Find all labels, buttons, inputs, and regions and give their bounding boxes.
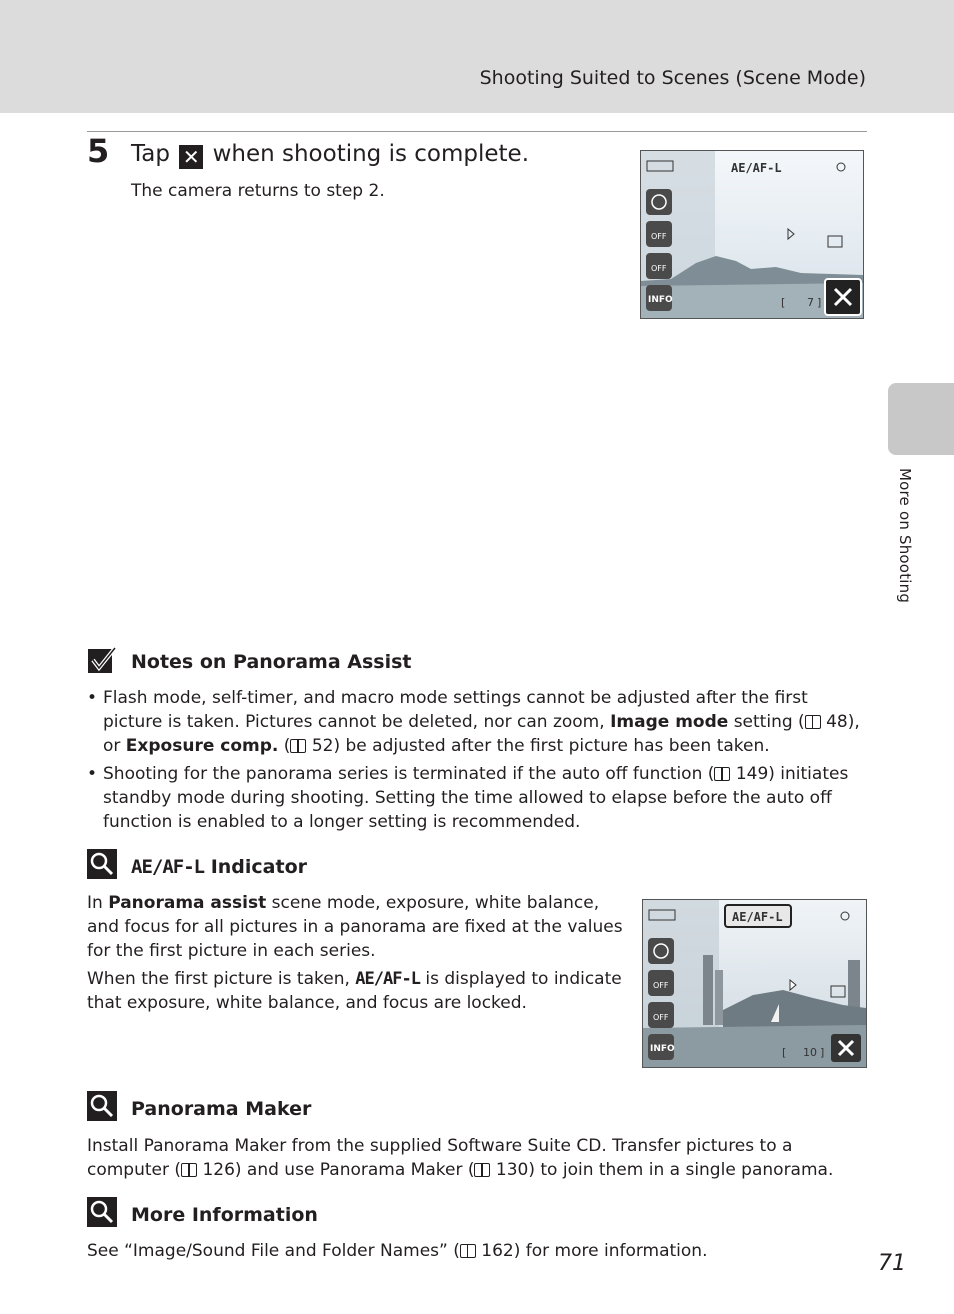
self-timer-off-label: OFF	[651, 232, 667, 241]
flash-icon	[646, 189, 672, 215]
aeaf-heading-text: Indicator	[210, 856, 308, 878]
panorama-maker-paragraph: Install Panorama Maker from the supplied Software Suite CD. Transfer pictures to a computer ( 126) and use Panorama Maker ( 130) to join them in a single panorama.	[87, 1136, 834, 1180]
self-timer-icon	[646, 221, 672, 247]
notes-heading: Notes on Panorama Assist	[131, 651, 412, 673]
reference-book-icon	[290, 739, 306, 753]
header-band	[0, 0, 954, 113]
aeaf-label: AE/AF-L	[731, 161, 782, 175]
reference-book-icon	[474, 1163, 490, 1177]
header-rule	[87, 131, 867, 132]
info-label: INFO	[648, 295, 673, 305]
svg-text:]: ]	[820, 1046, 825, 1059]
svg-text:[: [	[782, 1046, 787, 1059]
info-icon	[646, 285, 673, 311]
macro-off-label: OFF	[651, 264, 667, 273]
camera-screen-1-art	[641, 151, 863, 318]
close-x-icon: ✕	[179, 145, 203, 169]
macro-icon	[648, 1002, 674, 1028]
more-info-heading: More Information	[131, 1204, 318, 1226]
note-check-icon	[87, 646, 117, 676]
info-icon	[648, 1034, 675, 1060]
aeaf-paragraph-2: When the first picture is taken, AE/AF-L is displayed to indicate that exposure, white balance, and focus are locked.	[87, 969, 622, 1013]
camera-screen-1	[640, 150, 864, 319]
reference-book-icon	[181, 1163, 197, 1177]
notes-bullet-1: • Flash mode, self-timer, and macro mode settings cannot be adjusted after the first picture is taken. Pictures cannot be deleted, nor can zoom, Image mode setting ( 48), or Exposure comp. ( 52) be adjusted after the first picture has been taken.	[87, 688, 860, 756]
svg-text:[: [	[781, 296, 786, 309]
reference-book-icon	[805, 715, 821, 729]
step-body: The camera returns to step 2.	[131, 181, 385, 201]
running-header: Shooting Suited to Scenes (Scene Mode)	[479, 67, 866, 89]
camera-screen-2	[642, 899, 867, 1068]
frame-count: 10	[803, 1046, 817, 1059]
flash-icon	[648, 938, 674, 964]
page-number: 71	[878, 1251, 906, 1276]
aeaf-inline-symbol: AE/AF-L	[355, 969, 420, 989]
camera-screen-2-art	[643, 900, 866, 1067]
hint-magnifier-icon	[87, 849, 117, 879]
side-tab-label: More on Shooting	[896, 468, 914, 604]
step-number: 5	[87, 132, 110, 170]
notes-bullet-2: • Shooting for the panorama series is terminated if the auto off function ( 149) initiates standby mode during shooting. Setting the time allowed to elapse before the auto off function is enabled to a longer setting is recommended.	[87, 764, 849, 832]
frame-count: 7	[807, 296, 814, 309]
macro-off-label: OFF	[653, 1013, 669, 1022]
panorama-maker-heading: Panorama Maker	[131, 1098, 312, 1120]
aeaf-label: AE/AF-L	[732, 910, 783, 924]
hint-magnifier-icon	[87, 1197, 117, 1227]
step-title-start: Tap	[131, 141, 170, 167]
aeaf-paragraph-1: In Panorama assist scene mode, exposure, white balance, and focus for all pictures in a panorama are fixed at the values for the first picture in each series.	[87, 893, 623, 961]
step-title-end: when shooting is complete.	[212, 141, 530, 167]
step-title	[131, 141, 529, 169]
aeaf-heading	[131, 856, 307, 878]
close-button[interactable]	[825, 279, 861, 315]
reference-book-icon	[714, 767, 730, 781]
more-info-paragraph: See “Image/Sound File and Folder Names” ( 162) for more information.	[87, 1241, 708, 1261]
reference-book-icon	[460, 1244, 476, 1258]
close-button[interactable]	[831, 1034, 861, 1062]
self-timer-off-label: OFF	[653, 981, 669, 990]
macro-icon	[646, 253, 672, 279]
aeaf-symbol: AE/AF-L	[131, 856, 205, 878]
side-tab	[888, 383, 954, 455]
self-timer-icon	[648, 970, 674, 996]
hint-magnifier-icon	[87, 1091, 117, 1121]
svg-text:]: ]	[817, 296, 822, 309]
info-label: INFO	[650, 1044, 675, 1054]
